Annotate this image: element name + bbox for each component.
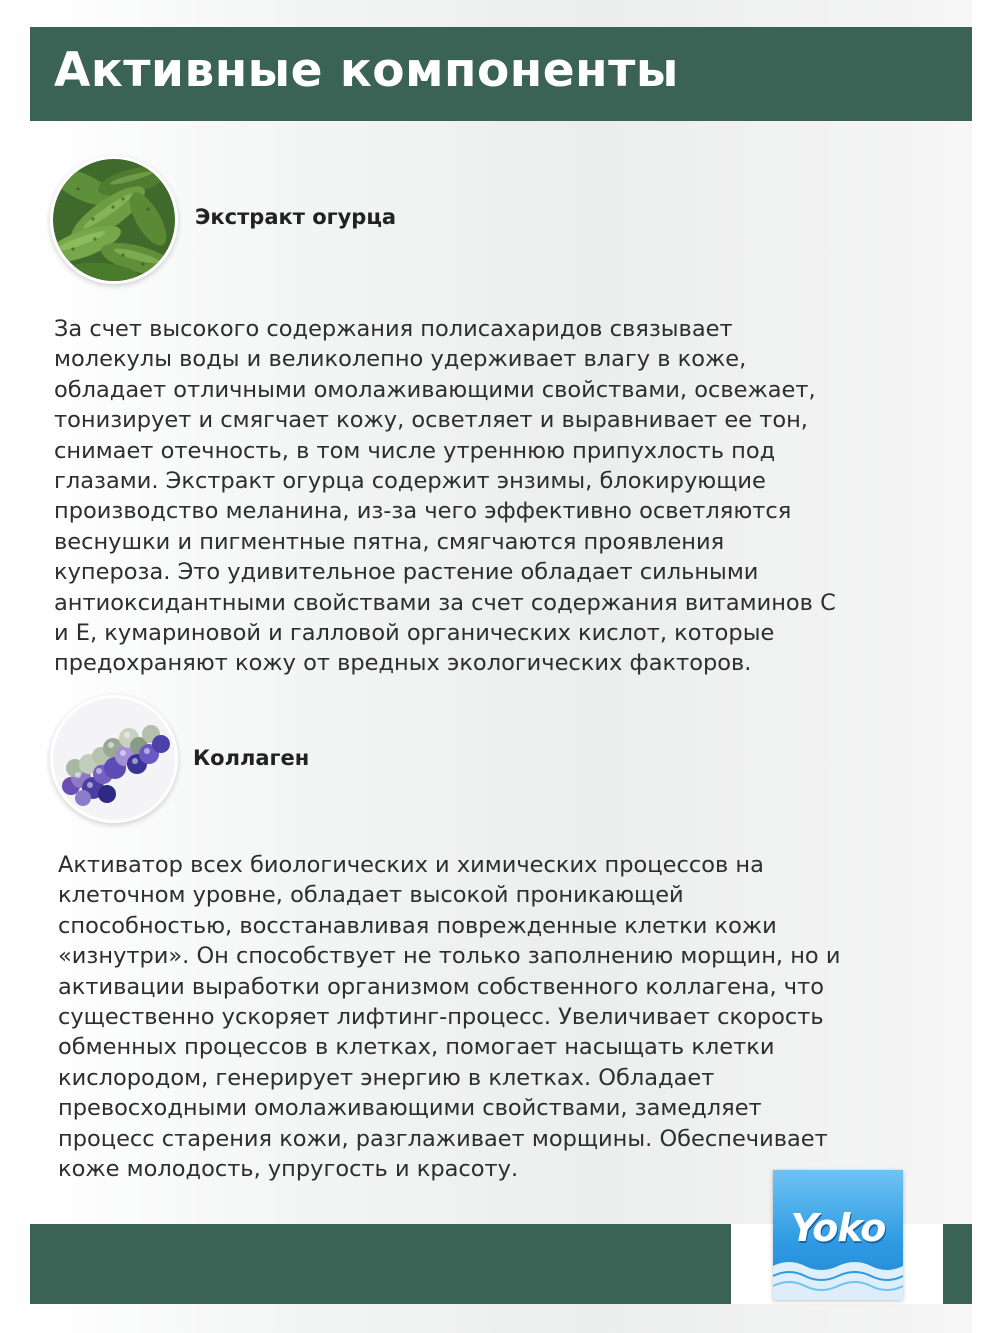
description-line: Активатор всех биологических и химических процессов на xyxy=(58,852,764,878)
description-line: обладает отличными омолаживающими свойствами, освежает, xyxy=(54,376,816,403)
description-line: кислородом, генерирует энергию в клетках. Обладает xyxy=(58,1064,715,1091)
ingredient-description-collagen xyxy=(58,850,948,1184)
description-line: тонизирует и смягчает кожу, осветляет и выравнивает ее тон, xyxy=(54,407,808,434)
ingredient-description-cucumber xyxy=(54,314,954,679)
yoko-logo xyxy=(773,1170,903,1300)
description-line: обменных процессов в клетках, помогает насыщать клетки xyxy=(58,1034,775,1061)
collagen-molecule-image xyxy=(50,695,178,823)
description-line: клеточном уровне, обладает высокой проникающей xyxy=(58,882,684,909)
description-line: молекулы воды и великолепно удерживает влагу в коже, xyxy=(54,346,747,373)
description-line: и Е, кумариновой и галловой органических кислот, которые xyxy=(54,620,775,647)
description-line: производство меланина, из-за чего эффективно осветляются xyxy=(54,498,792,525)
description-line: предохраняют кожу от вредных экологических факторов. xyxy=(54,650,752,677)
description-line: антиоксидантными свойствами за счет содержания витаминов С xyxy=(54,589,836,616)
cucumber-photo xyxy=(50,156,178,284)
description-line: «изнутри». Он способствует не только заполнению морщин, но и xyxy=(58,943,841,970)
description-line: За счет высокого содержания полисахаридов связывает xyxy=(54,316,733,342)
logo-text: Yoko xyxy=(790,1206,886,1250)
description-line: существенно ускоряет лифтинг-процесс. Увеличивает скорость xyxy=(58,1004,824,1031)
logo-waves-icon xyxy=(773,1256,903,1300)
description-line: коже молодость, упругость и красоту. xyxy=(58,1156,519,1183)
description-line: купероза. Это удивительное растение обладает сильными xyxy=(54,559,759,586)
ingredient-name-cucumber: Экстракт огурца xyxy=(195,205,397,229)
description-line: глазами. Экстракт огурца содержит энзимы, блокирующие xyxy=(54,468,766,495)
ingredient-name-collagen: Коллаген xyxy=(193,746,310,770)
description-line: превосходными омолаживающими свойствами, замедляет xyxy=(58,1095,762,1122)
description-line: процесс старения кожи, разглаживает морщины. Обеспечивает xyxy=(58,1125,828,1152)
description-line: веснушки и пигментные пятна, смягчаются проявления xyxy=(54,528,725,555)
description-line: способностью, восстанавливая поврежденные клетки кожи xyxy=(58,912,777,939)
description-line: активации выработки организмом собственного коллагена, что xyxy=(58,973,824,1000)
description-line: снимает отечность, в том числе утреннюю припухлость под xyxy=(54,437,776,464)
page-title: Активные компоненты xyxy=(54,43,679,98)
